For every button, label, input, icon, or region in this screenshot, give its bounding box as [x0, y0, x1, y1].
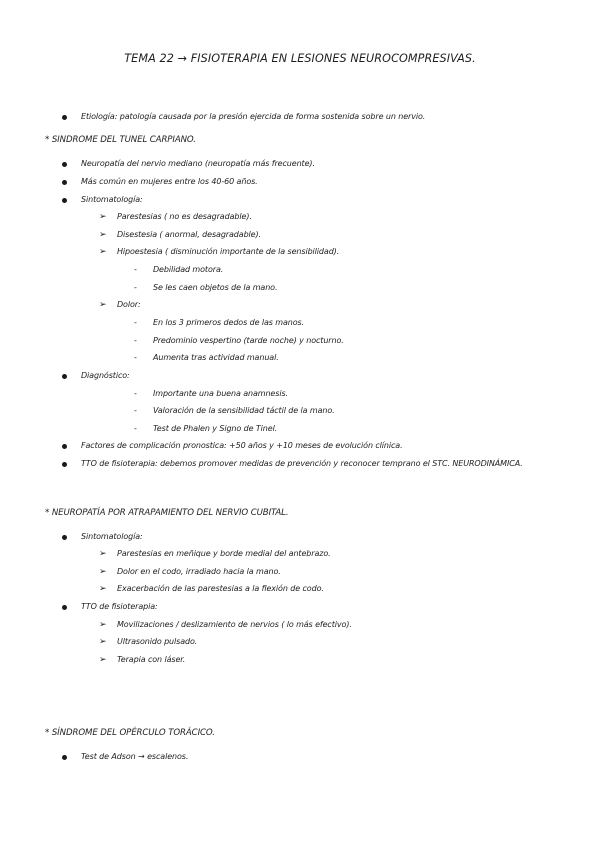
arrow-bullet-icon: ➢: [99, 567, 107, 577]
sub-item-text: Dolor en el codo, irradiado hacia la mano.: [117, 567, 281, 576]
sub-sub-item-text: Predominio vespertino (tarde noche) y nocturno.: [153, 336, 344, 345]
arrow-bullet-icon: ➢: [99, 655, 107, 665]
list-item-tto: TTO de fisioterapia:: [81, 602, 158, 611]
dash-bullet-icon: -: [134, 424, 137, 433]
arrow-bullet-icon: ➢: [99, 300, 107, 310]
sub-sub-item-text: En los 3 primeros dedos de las manos.: [153, 318, 305, 327]
arrow-bullet-icon: ➢: [99, 212, 107, 222]
etiologia-item: Etiología: patología causada por la presión ejercida de forma sostenida sobre un nervio.: [81, 112, 426, 121]
sub-sub-item: [134, 405, 335, 417]
list-item: Más común en mujeres entre los 40-60 años.: [81, 177, 258, 186]
list-item-sintomatologia: Sintomatología:: [81, 532, 143, 541]
list-item: Factores de complicación pronostica: +50 años y +10 meses de evolución clínica.: [81, 441, 403, 450]
dash-bullet-icon: -: [134, 406, 137, 415]
arrow-bullet-icon: ➢: [99, 247, 107, 257]
sub-sub-item-text: Debilidad motora.: [153, 265, 224, 274]
sub-item: [99, 299, 141, 311]
sub-item: [99, 229, 261, 241]
list-item: Test de Adson → escalenos.: [81, 752, 189, 761]
page-title: TEMA 22 → FISIOTERAPIA EN LESIONES NEUROCOMPRESIVAS.: [124, 52, 476, 65]
sub-item-text: Hipoestesia ( disminución importante de la sensibilidad).: [117, 247, 340, 256]
sub-sub-item: [134, 423, 278, 435]
arrow-bullet-icon: ➢: [99, 584, 107, 594]
sub-item-text: Movilizaciones / deslizamiento de nervios ( lo más efectivo).: [117, 620, 352, 629]
sub-sub-item: [134, 317, 305, 329]
sub-item-text: Parestesias ( no es desagradable).: [117, 212, 252, 221]
sub-item-text: Dolor:: [117, 300, 141, 309]
arrow-bullet-icon: ➢: [99, 637, 107, 647]
list-item-sintomatologia: Sintomatología:: [81, 195, 143, 204]
list-item: Neuropatía del nervio mediano (neuropatía más frecuente).: [81, 159, 315, 168]
sub-item-text: Ultrasonido pulsado.: [117, 637, 198, 646]
sub-item: [99, 548, 331, 560]
sub-item-text: Terapia con láser.: [117, 655, 186, 664]
sub-sub-item-text: Aumenta tras actividad manual.: [153, 353, 279, 362]
section-heading-operculo-toracico: * SÍNDROME DEL OPÉRCULO TORÁCICO.: [45, 728, 215, 738]
sub-item-text: Parestesias en meñique y borde medial del antebrazo.: [117, 549, 331, 558]
sub-sub-item: [134, 388, 288, 400]
sub-item-text: Disestesia ( anormal, desagradable).: [117, 230, 261, 239]
list-item: TTO de fisioterapia: debemos promover medidas de prevención y reconocer temprano el STC. NEURODINÁMICA.: [81, 459, 523, 468]
sub-item: [99, 583, 324, 595]
sub-sub-item-text: Test de Phalen y Signo de Tinel.: [153, 424, 278, 433]
dash-bullet-icon: -: [134, 283, 137, 292]
arrow-bullet-icon: ➢: [99, 230, 107, 240]
sub-item: [99, 636, 198, 648]
sub-item: [99, 654, 186, 666]
sub-sub-item: [134, 335, 344, 347]
sub-item: [99, 211, 252, 223]
sub-sub-item-text: Se les caen objetos de la mano.: [153, 283, 278, 292]
dash-bullet-icon: -: [134, 389, 137, 398]
arrow-bullet-icon: ➢: [99, 549, 107, 559]
dash-bullet-icon: -: [134, 336, 137, 345]
dash-bullet-icon: -: [134, 353, 137, 362]
list-item-diagnostico: Diagnóstico:: [81, 371, 130, 380]
sub-sub-item: [134, 352, 279, 364]
section-heading-nervio-cubital: * NEUROPATÍA POR ATRAPAMIENTO DEL NERVIO CUBITAL.: [45, 508, 289, 518]
sub-sub-item: [134, 282, 278, 294]
dash-bullet-icon: -: [134, 265, 137, 274]
arrow-bullet-icon: ➢: [99, 620, 107, 630]
sub-item: [99, 246, 340, 258]
sub-sub-item-text: Valoración de la sensibilidad táctil de la mano.: [153, 406, 335, 415]
sub-item: [99, 566, 281, 578]
sub-item: [99, 619, 352, 631]
dash-bullet-icon: -: [134, 318, 137, 327]
section-heading-tunel-carpiano: * SINDROME DEL TUNEL CARPIANO.: [45, 135, 196, 145]
sub-sub-item: [134, 264, 224, 276]
sub-item-text: Exacerbación de las parestesias a la flexión de codo.: [117, 584, 324, 593]
sub-sub-item-text: Importante una buena anamnesis.: [153, 389, 288, 398]
